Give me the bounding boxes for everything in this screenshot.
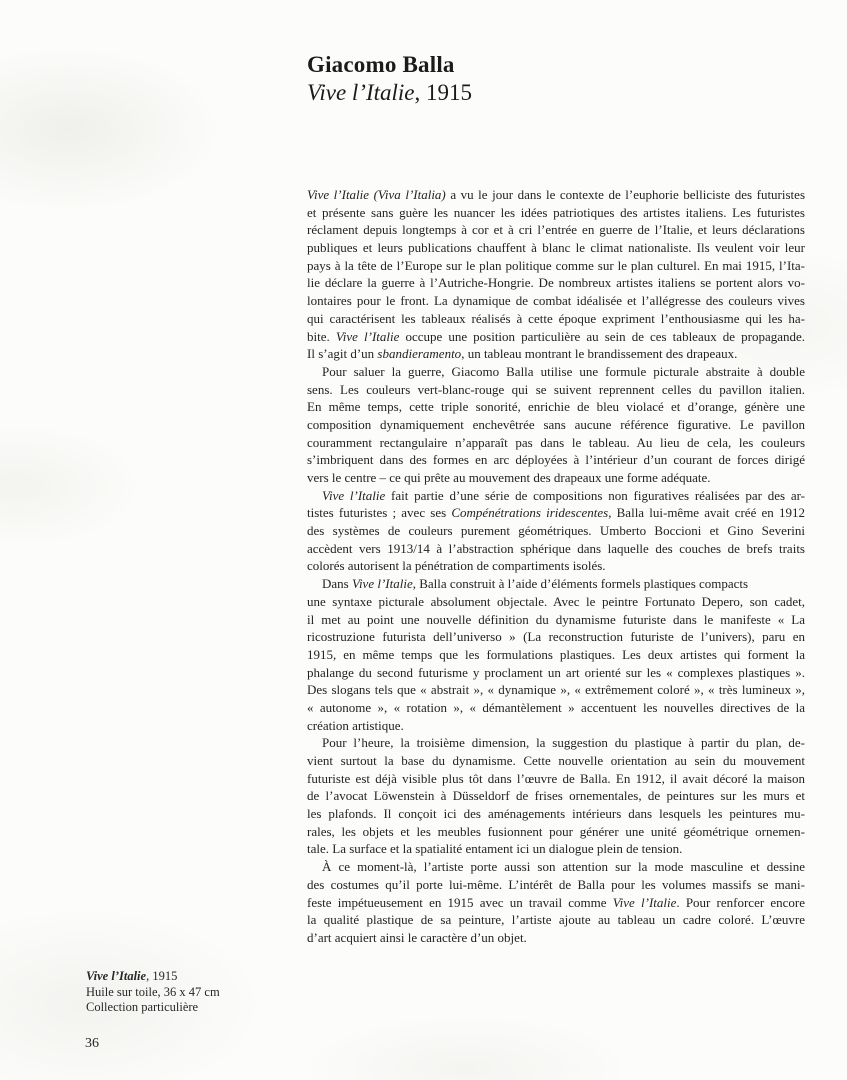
body-text-line — [307, 416, 805, 434]
text-run: Il s’agit d’un — [307, 346, 378, 362]
text-run: vient surtout la base du dynamisme. Cette nouvelle orientation au sein du mouvement — [307, 753, 805, 768]
body-text-line — [307, 557, 805, 575]
text-run: futuriste est déjà visible plus tôt dans l’œuvre de Balla. En 1912, il avait décoré la maison — [307, 770, 805, 786]
text-run: tistes futuristes ; avec ses — [307, 505, 452, 521]
text-run: sens. Les couleurs vert-blanc-rouge qui se suivent reprennent celles du pavillon italien. — [307, 381, 805, 397]
body-text-line — [307, 575, 805, 593]
text-run: phalange du second futurisme y proclament un art orienté sur les « complexes plastiques ». — [307, 664, 805, 680]
body-text-line — [307, 504, 805, 522]
italic-text-run: Vive l’Italie — [335, 328, 400, 344]
text-run: « autonome », « rotation », « démantèlement » accentuent les nouvelles directives de la — [307, 699, 805, 715]
text-run: une syntaxe picturale absolument objectale. Avec le peintre Fortunato Depero, son cadet, — [307, 593, 805, 609]
body-text-line — [307, 929, 805, 947]
text-run: création artistique. — [307, 717, 404, 733]
text-run: feste impétueusement en 1915 avec un travail comme — [307, 894, 613, 910]
italic-text-run: Compénétrations iridescentes — [451, 505, 609, 521]
body-text-line — [307, 628, 805, 646]
caption-medium: Huile sur toile, 36 x 47 cm — [86, 984, 220, 999]
text-run: lontaires pour le front. La dynamique de combat idéalisée et l’allégresse des couleurs vives — [307, 293, 805, 309]
body-text-line — [307, 664, 805, 682]
body-text-line — [307, 434, 805, 452]
body-text-line — [307, 363, 805, 381]
text-run: Pour l’heure, la troisième dimension, la suggestion du plastique à partir du plan, de- — [322, 735, 805, 751]
body-text-line — [307, 699, 805, 717]
body-text-line — [307, 398, 805, 416]
text-run: d’art acquiert ainsi le caractère d’un objet. — [307, 929, 527, 945]
text-run: . Pour renforcer encore — [676, 894, 805, 910]
italic-text-run: Vive l’Italie — [351, 576, 413, 592]
text-run: la qualité plastique de sa peinture, l’artiste ajoute au tableau un cadre coloré. L’œuvre — [307, 912, 805, 928]
body-text-line — [307, 752, 805, 770]
body-text-line — [307, 681, 805, 699]
text-run: fait partie d’une série de compositions non figuratives réalisées par des ar- — [385, 487, 805, 503]
body-text-line — [307, 593, 805, 611]
body-text-line — [307, 186, 805, 204]
italic-text-run: Vive l’Italie — [322, 487, 386, 503]
text-run: pays à la tête de l’Europe sur le plan politique comme sur le plan culturel. En mai 1915, l’Ita- — [307, 257, 805, 273]
body-text-line — [307, 787, 805, 805]
text-run: accèdent vers 1913/14 à l’abstraction sphérique dans laquelle des couches de brefs traits — [307, 540, 805, 556]
body-text-line — [307, 381, 805, 399]
text-run: , Balla construit à l’aide d’éléments formels plastiques compacts — [412, 576, 749, 592]
text-run: 1915, en même temps que les formulations plastiques. Les deux artistes qui forment la — [307, 646, 805, 662]
body-text-line — [307, 805, 805, 823]
body-text-line — [307, 239, 805, 257]
body-text-line — [307, 345, 805, 363]
body-text-line — [307, 876, 805, 894]
body-text-line — [307, 221, 805, 239]
text-run: , un tableau montrant le brandissement des drapeaux. — [461, 346, 738, 362]
italic-text-run: Vive l’Italie (Viva l’Italia) — [307, 187, 446, 202]
text-run: colorés autorisent la pénétration de compartiments isolés. — [307, 558, 606, 574]
text-run: Dans — [322, 576, 352, 592]
body-text-line — [307, 310, 805, 328]
text-run: et présente sans guère les nuancer les idées patriotiques des artistes italiens. Les futuristes — [307, 204, 805, 220]
body-text-line — [307, 611, 805, 629]
body-text-line — [307, 469, 805, 487]
body-text-line — [307, 540, 805, 558]
body-text-line — [307, 770, 805, 788]
body-text-line — [307, 894, 805, 912]
text-run: couramment rectangulaire n’apparaît pas dans le tableau. Au lieu de cela, les couleurs — [307, 434, 805, 450]
text-run: À ce moment-là, l’artiste porte aussi son attention sur la mode masculine et dessine — [322, 859, 805, 875]
article-body — [307, 186, 805, 947]
artwork-title-italic: Vive l’Italie — [307, 80, 415, 105]
text-run: vers le centre – ce qui prête au mouvement des drapeaux une forme adéquate. — [307, 470, 711, 485]
text-run: il met au point une nouvelle définition du dynamisme futuriste dans le manifeste « La — [307, 611, 805, 627]
text-run: , Balla lui-même avait créé en 1912 — [608, 505, 805, 521]
text-run: s’imbriquent dans des formes en arc déployées à l’intérieur d’un courant de forces dirigé — [307, 452, 805, 468]
body-text-line — [307, 823, 805, 841]
body-text-line — [307, 451, 805, 469]
body-text-line — [307, 292, 805, 310]
body-text-line — [307, 734, 805, 752]
page-number: 36 — [85, 1036, 99, 1051]
text-run: lie déclare la guerre à l’Autriche-Hongrie. De nombreux artistes italiens se portent alors vo- — [307, 275, 805, 291]
text-run: de l’avocat Löwenstein à Düsseldorf de frises ornementales, de peintures sur les murs et — [307, 788, 805, 804]
body-text-line — [307, 328, 805, 346]
text-run: réclament depuis longtemps à cor et à cri l’entrée en guerre de l’Italie, et leurs déclarations — [307, 222, 805, 238]
body-text-line — [307, 522, 805, 540]
body-text-line — [307, 717, 805, 735]
text-run: des costumes qu’il porte lui-même. L’intérêt de Balla pour les volumes massifs se mani- — [307, 876, 805, 892]
text-run: publiques et leurs publications chauffent à blanc le climat nationaliste. Ils veulent voir leur — [307, 240, 805, 256]
text-run: composition dynamiquement enchevêtrée sans aucune référence figurative. Le pavillon — [307, 416, 805, 432]
body-text-line — [307, 204, 805, 222]
text-run: les plafonds. Il conçoit ici des aménagements intérieurs dans lesquels les peintures mu- — [307, 806, 805, 822]
text-run: des systèmes de couleurs purement géométriques. Umberto Boccioni et Gino Severini — [307, 523, 805, 539]
body-text-line — [307, 840, 805, 858]
italic-text-run: Vive l’Italie — [612, 894, 677, 910]
caption-work-title: Vive l’Italie — [86, 969, 147, 983]
artwork-title-year: , 1915 — [414, 80, 472, 105]
artwork-caption — [86, 969, 220, 1016]
text-run: qui caractérisent les tableaux réalisés à cette époque expriment l’enthousiasme qui les ha- — [307, 310, 805, 326]
caption-year: , 1915 — [146, 969, 178, 983]
body-text-line — [307, 257, 805, 275]
text-run: a vu le jour dans le contexte de l’euphorie belliciste des futuristes — [445, 187, 805, 202]
body-text-line — [307, 911, 805, 929]
body-text-line — [307, 487, 805, 505]
text-run: Pour saluer la guerre, Giacomo Balla utilise une formule picturale abstraite à double — [322, 363, 805, 379]
artwork-title-heading — [307, 79, 472, 106]
text-run: bite. — [307, 328, 336, 344]
text-run: tale. La surface et la spatialité entament ici un dialogue plein de tension. — [307, 841, 683, 857]
text-run: rales, les objets et les meubles fusionnent pour générer une unité géométrique ornemen- — [307, 823, 805, 839]
artist-name-heading: Giacomo Balla — [307, 52, 455, 77]
text-run: ricostruzione futurista dell’universo » (La reconstruction futuriste de l’univers), paru en — [307, 629, 805, 645]
caption-title-line — [86, 969, 220, 985]
text-run: occupe une position particulière au sein de ces tableaux de propagande. — [399, 328, 805, 344]
caption-collection: Collection particulière — [86, 1000, 199, 1015]
text-run: Des slogans tels que « abstrait », « dynamique », « extrêmement coloré », « très lumineux », — [307, 682, 805, 698]
body-text-line — [307, 858, 805, 876]
text-run: En même temps, cette triple sonorité, enrichie de bleu violacé et d’orange, génère une — [307, 399, 805, 415]
body-text-line — [307, 646, 805, 664]
body-text-line — [307, 274, 805, 292]
italic-text-run: sbandieramento — [377, 346, 462, 362]
